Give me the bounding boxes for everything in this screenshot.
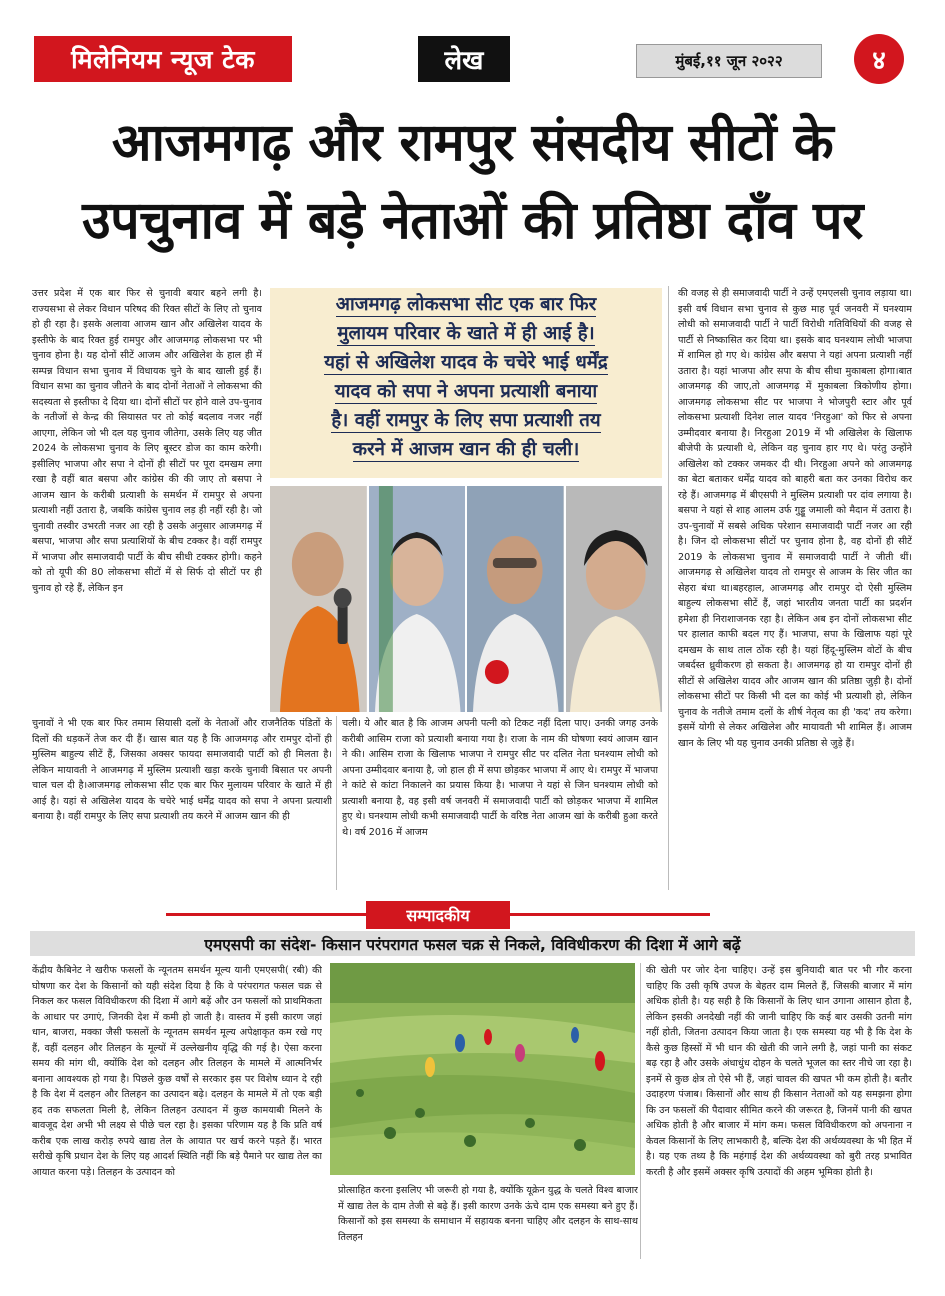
editorial-text-2: प्रोत्साहित करना इसलिए भी जरूरी हो गया है, क्योंकि यूक्रेन युद्ध के चलते विश्व बाजार में खाद्य तेल के दाम तेजी से बढ़े हैं। इसी कारण उनके ऊंचे दाम एक समस्या बने हुए हैं। किसानों को इस समस्या के समाधान में सहायक बनना चाहिए और दलहन के साथ-साथ तिलहन [338,1185,638,1243]
article-column-1-continued [32,716,332,892]
portrait-photo-1 [270,486,367,712]
dateline: मुंबई,११ जून २०२२ [636,44,822,78]
pull-quote [270,288,662,478]
section-label: लेख [418,36,510,82]
portrait-illustration [369,486,466,712]
editorial-text-3: की खेती पर जोर देना चाहिए। उन्हें इस बुनियादी बात पर भी गौर करना चाहिए कि उसी कृषि उपज के बेहतर दाम मिलते हैं, जिसकी बाजार में मांग अधिक होती है। यह सही है कि किसानों के लिए धान उगाना आसान होता है, लेकिन इसकी अनदेखी नहीं की जानी चाहिए कि कई बार उसकी उतनी मांग नहीं होती, जितना उत्पादन किया जाता है। एक समस्या यह भी है कि देश के कैसे कुछ हिस्सों में भी धान की खेती की जाने लगी है, जहां पानी का संकट बढ़ रहा है और उसके अंधाधुंध दोहन के चलते भूजल का स्तर नीचे जा रहा है। इनमें से कुछ क्षेत्र तो ऐसे भी हैं, जहां चावल की खपत भी कम होती है। बतौर उदाहरण पंजाब। किसानों और साथ ही किसान नेताओं को यह समझना होगा कि उन फसलों की पैदावार सीमित करने की जरूरत है, जिनमें पानी की खपत अधिक होती है और बाजार में मांग कम। फसल विविधीकरण को अपनाना न केवल किसानों के लिए लाभकारी है, बल्कि देश की अर्थव्यवस्था के भी हित में है। यह एक तथ्य है कि महंगाई देश की अर्थव्यवस्था को बुरी तरह प्रभावित करती है और इसमें अक्सर कृषि उत्पादों की अहम भूमिका होती है। [646,965,912,1178]
editorial-column-1 [32,963,322,1263]
newspaper-brand: मिलेनियम न्यूज टेक [34,36,292,82]
paddy-field-illustration [330,963,635,1175]
editorial-column-3 [646,963,912,1263]
article-text-2: चली। ये और बात है कि आजम अपनी पत्नी को टिकट नहीं दिला पाए। उनकी जगह उनके करीबी आसिम राजा को प्रत्याशी बनाया गया है। राजा के नाम की घोषणा स्वयं आजम खान ने की। आसिम राजा के खिलाफ भाजपा ने रामपुर सीट पर दलित नेता घनश्याम लोधी को अपना उम्मीदवार बनाया है, जो हाल ही में सपा छोड़कर भाजपा में आए थे। रामपुर में भाजपा ने कांटे से कांटा निकालने का प्रयास किया है। भाजपा ने यहां से जिन घनश्याम लोधी को प्रत्याशी बनाया है, वह इसी वर्ष जनवरी में समाजवादी पार्टी को छोड़कर भाजपा में शामिल हुए थे। घनश्याम लोधी कभी समाजवादी पार्टी के वरिष्ठ नेता आजम खां के करीबी हुआ करते थे। वर्ष 2016 में आजम [342,718,658,838]
portrait-photo-4 [566,486,663,712]
pull-quote-line: यहां से अखिलेश यादव के चचेरे भाई धर्मेंद्र [324,352,608,373]
article-column-2 [342,716,658,892]
portrait-illustration [467,486,564,712]
pull-quote-line: मुलायम परिवार के खाते में ही आई है। [337,323,595,344]
pull-quote-line: करने में आजम खान की ही चली। [352,439,580,460]
portrait-illustration [566,486,663,712]
pull-quote-line: है। वहीं रामपुर के लिए सपा प्रत्याशी तय [331,410,601,431]
farm-photo [330,963,635,1175]
portrait-photo-3 [467,486,564,712]
column-divider [668,286,669,890]
politician-photos [270,486,662,712]
pull-quote-text [280,290,652,464]
article-text-1: उत्तर प्रदेश में एक बार फिर से चुनावी बयार बहने लगी है। राज्यसभा से लेकर विधान परिषद की रिक्त सीटों के लिए तो चुनाव हो ही रहा है। इसके अलावा आजम खान और अखिलेश यादव के इस्तीफे के बाद रिक्त हुई रामपुर और आजमगढ़ लोकसभा पर भी चुनाव होना है। यह दोनों सीटें आजम और अखिलेश के हाल ही में सम्पन्न विधान सभा चुनाव में विधायक चुने के बाद खाली हुई हैं। विधान सभा का चुनाव जीतने के बाद दोनों नेताओं ने लोकसभा की सदस्यता से इस्तीफा दे दिया था। दोनों सीटों पर होने वाले उप-चुनाव के नतीजों से केन्द्र की सियासत पर तो कोई बदलाव नजर नहीं आएगा, लेकिन जो भी दल यह चुनाव जीतेगा, उसके लिए यह जीत 2024 के लोकसभा चुनाव के लिए बूस्टर डोज का काम करेगी। इसीलिए भाजपा और सपा ने दोनों ही सीटों पर पूरा दमखम लगा रखा है वहीं बात बसपा और कांग्रेस की की जाए तो बसपा ने आजम खान के करीबी प्रत्याशी के समर्थन में रामपुर से अपना प्रत्याशी नहीं उतारा है, जबकि कांग्रेस चुनाव लड़ ही नहीं रही है। जो चुनावी तस्वीर उभरती नजर आ रही है उसके अनुसार आजमगढ़ में बसपा, भाजपा और सपा प्रत्याशियों के बीच टक्कर है। वहीं रामपुर में भाजपा और समाजवादी पार्टी के बीच सीधी टक्कर होगी। कहने को तो यूपी की 80 लोकसभा सीटों में से सिर्फ दो सीटों पर ही चुनाव हो रहे हैं, लेकिन इन [32,288,262,594]
article-text-3: की वजह से ही समाजवादी पार्टी ने उन्हें एमएलसी चुनाव लड़ाया था। इसी वर्ष विधान सभा चुनाव से कुछ माह पूर्व जनवरी में घनश्याम लोधी को समाजवादी पार्टी ने पार्टी विरोधी गतिविधियों की वजह से पार्टी से निष्कासित कर दिया था। इसके बाद घनश्याम लोधी भाजपा में शामिल हो गए थे। कांग्रेस और बसपा ने यहां अपना प्रत्याशी नहीं उतारा है। यहां भाजपा और सपा के बीच सीधा मुकाबला होगा।बात आजमगढ़ की जाए,तो आजमगढ़ में मुकाबला त्रिकोणीय होगा। आजमगढ़ लोकसभा सीट पर भाजपा ने भोजपुरी स्टार और पूर्व लोकसभा प्रत्याशी दिनेश लाल यादव 'निरहुआ' को फिर से अपना उम्मीदवार बनाया है। निरहुआ 2019 में भी अखिलेश के खिलाफ बीजेपी के प्रत्याशी थे, लेकिन वह चुनाव हार गए थे। परंतु उन्होंने अखिलेश को टक्कर जमकर दी थी। निरहुआ अपने को आजमगढ़ का बेटा बताकर धर्मेंद्र यादव को बाहरी बता कर उनका विरोध कर रहे हैं। आजमगढ़ में बीएसपी ने मुस्लिम प्रत्याशी पर दांव लगाया है। बसपा ने यहां से शाह आलम उर्फ गुड्डू जमाली को मैदान में उतारा है। उप-चुनावों में सबसे अधिक परेशान समाजवादी पार्टी नजर आ रही है। जिन दो लोकसभा सीटों पर चुनाव होना है, वह दोनों ही सीटें 2019 के लोकसभा चुनाव में समाजवादी पार्टी ने जीती थीं। आजमगढ़ से अखिलेश यादव तो रामपुर से आजम के सिर जीत का सेहरा बंधा था।बहरहाल, आजमगढ़ और रामपुर दो ऐसी मुस्लिम बाहुल्य लोकसभा सीटें हैं, जहां भारतीय जनता पार्टी का प्रदर्शन हमेशा ही निराशाजनक रहा है। लेकिन अब इन दोनों लोकसभा सीट पर हालात काफी बदल गए हैं। भाजपा, सपा के खिलाफ यहां पूरे दमखम के साथ ताल ठोंक रही है। यहां हिंदू-मुस्लिम वोटों के बीच जबर्दस्त ध्रुवीकरण हो सकता है। आजमगढ़ हो या रामपुर दोनों ही सीटों से अखिलेश यादव और आजम खान की प्रतिष्ठा जुड़ी है। दोनों लोकसभा सीटों पर किसी भी दल का कोई भी प्रत्याशी हो, लेकिन चुनाव के नतीजे तमाम दलों के शीर्ष नेतृत्व का ही 'कद' तय करेगा। इसमें योगी से लेकर अखिलेश और मायावती भी शामिल हैं। आजम खान के लिए भी यह चुनाव उनकी प्रतिष्ठा से जुड़े हैं। [678,288,912,749]
editorial-label: सम्पादकीय [366,901,510,929]
article-text-wide: चुनावों ने भी एक बार फिर तमाम सियासी दलों के नेताओं और राजनैतिक पंडितों के दिलों की धड़कनें तेज कर दी हैं। खास बात यह है कि आजमगढ़ और रामपुर दोनों ही मुस्लिम बाहुल्य सीटें हैं, जिसका अक्सर फायदा समाजवादी पार्टी को ही मिलता है। लेकिन मायावती ने आजमगढ़ में मुस्लिम प्रत्याशी खड़ा करके चुनावी बिसात पर अपनी चाल चल दी है।आजमगढ़ लोकसभा सीट एक बार फिर मुलायम परिवार के खाते में ही आई है। यहां से अखिलेश यादव के चचेरे भाई धर्मेंद्र यादव को सपा ने अपना प्रत्याशी बनाया है। वहीं रामपुर के लिए सपा प्रत्याशी तय करने में आजम खान की ही [32,718,332,822]
headline-line-2: उपचुनाव में बड़े नेताओं की प्रतिष्ठा दाँव पर [82,191,863,251]
portrait-photo-2 [369,486,466,712]
editorial-text-1: केंद्रीय कैबिनेट ने खरीफ फसलों के न्यूनतम समर्थन मूल्य यानी एमएसपी( रबी) की घोषणा कर देश के किसानों को यही संदेश दिया है कि वे परंपरागत फसल चक्र से निकल कर फसल विविधीकरण की दिशा में आगे बढ़ें और उन फसलों को प्राथमिकता के आधार पर उगाएं, जिनकी देश में कमी हो जाती है। वास्तव में इसी कारण जहां धान, बाजरा, मक्का जैसी फसलों के न्यूनतम समर्थन मूल्य अपेक्षाकृत कम रखे गए हैं, वहीं दलहन और तिलहन के मूल्यों में उल्लेखनीय वृद्धि की गई है। ऐसा करना समय की मांग थी, क्योंकि देश को दलहन और तिलहन के मामले में आत्मनिर्भर बनाना आवश्यक हो गया है। पिछले कुछ वर्षों से सरकार इस पर विशेष ध्यान दे रही है कि देश में दलहन और तिलहन का उत्पादन बढ़े। दलहन के मामले में तो एक बड़ी हद तक सफलता मिली है, लेकिन तिलहन उत्पादन में कुछ कामयाबी मिलने के बावजूद देश अभी भी लक्ष्य से पीछे चल रहा है। इसका परिणाम यह है कि प्रति वर्ष करीब एक लाख करोड़ रुपये खाद्य तेल के आयात पर खर्च करने पड़ते हैं। भारत सरीखे कृषि प्रधान देश के लिए यह आदर्श स्थिति नहीं कि बड़े पैमाने पर खाद्य तेल का आयात करना पड़े। तिलहन के उत्पादन को [32,965,322,1178]
main-headline [20,104,925,260]
pull-quote-line: यादव को सपा ने अपना प्रत्याशी बनाया [334,381,598,402]
portrait-illustration [270,486,367,712]
column-divider [640,963,641,1259]
pull-quote-line: आजमगढ़ लोकसभा सीट एक बार फिर [335,294,597,315]
headline-line-1: आजमगढ़ और रामपुर संसदीय सीटों के [111,113,834,173]
article-column-3 [678,286,912,890]
article-column-1 [32,286,262,710]
editorial-title: एमएसपी का संदेश- किसान परंपरागत फसल चक्र से निकले, विविधीकरण की दिशा में आगे बढ़ें [30,931,915,956]
page-number: ४ [854,34,904,84]
column-divider [336,716,337,890]
editorial-column-2 [338,1183,638,1263]
